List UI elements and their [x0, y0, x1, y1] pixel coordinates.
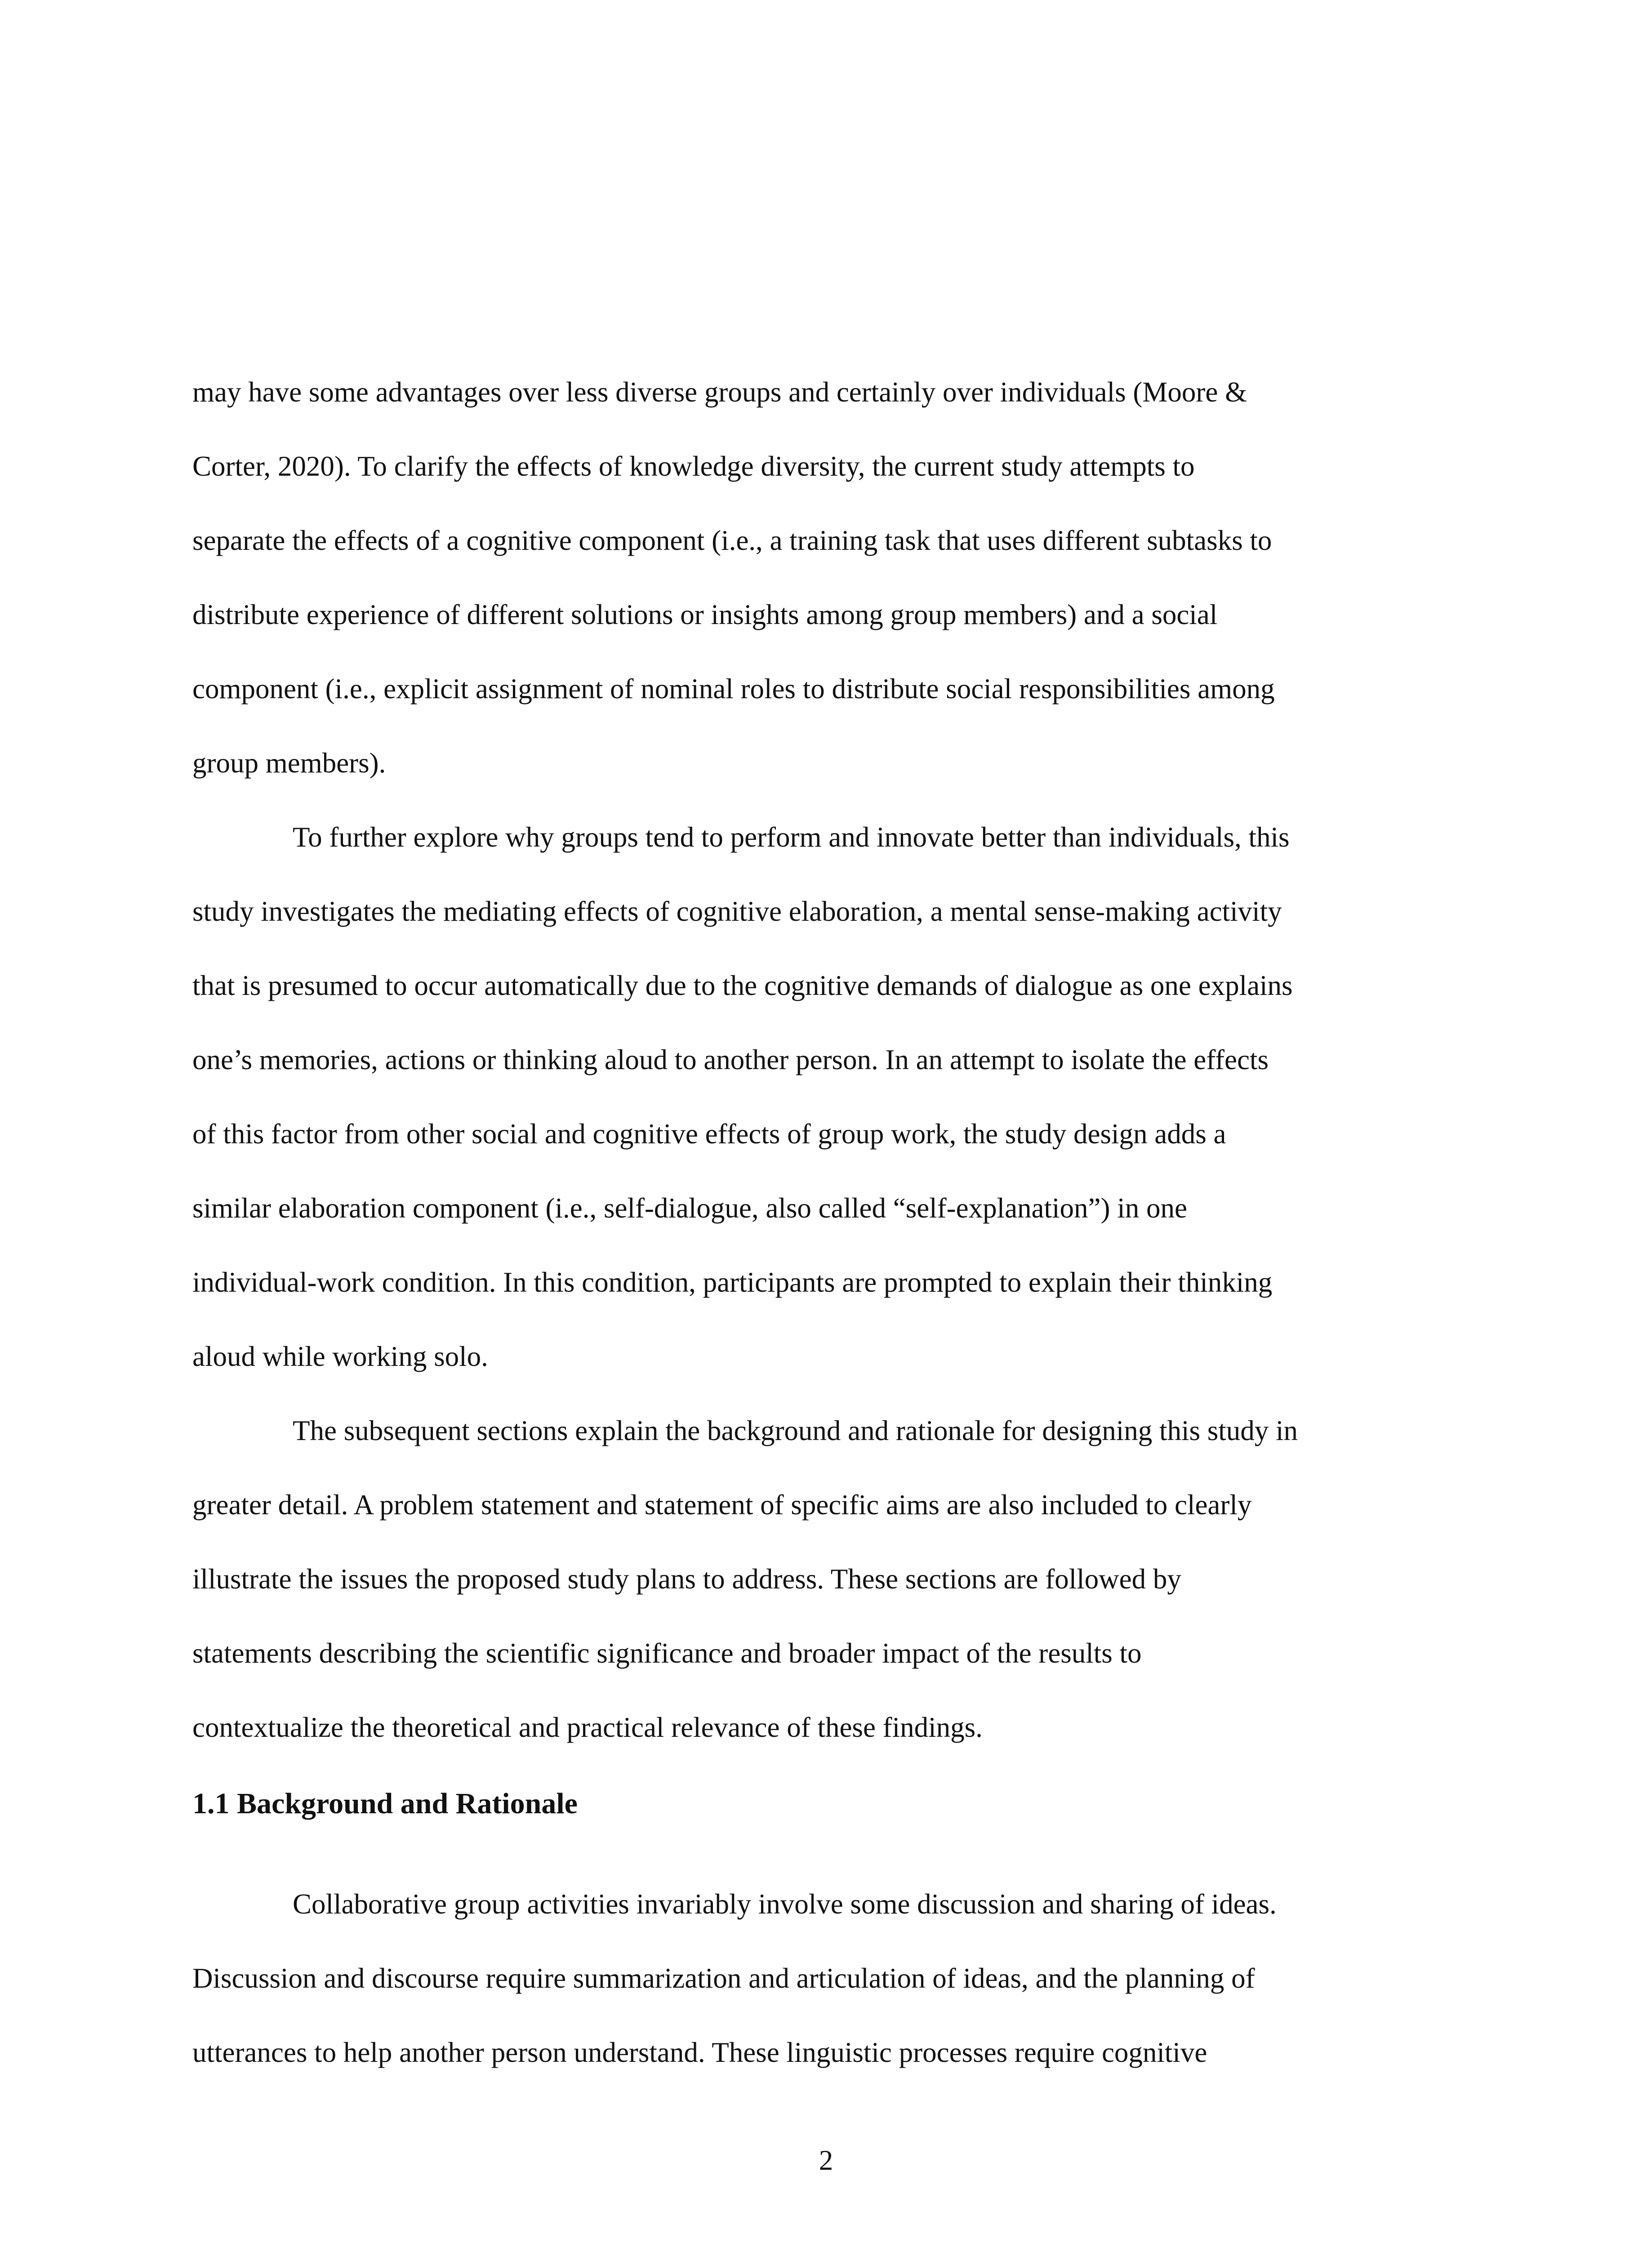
text-line: study investigates the mediating effects of cognitive elaboration, a mental sense-making activity: [192, 896, 1282, 927]
text-line: contextualize the theoretical and practical relevance of these findings.: [192, 1712, 983, 1743]
text-line: utterances to help another person understand. These linguistic processes require cognitive: [192, 2037, 1207, 2068]
text-line: distribute experience of different solutions or insights among group members) and a social: [192, 599, 1218, 630]
text-line: component (i.e., explicit assignment of nominal roles to distribute social responsibilities among: [192, 673, 1275, 705]
text-line: that is presumed to occur automatically due to the cognitive demands of dialogue as one explains: [192, 970, 1293, 1001]
text-line: of this factor from other social and cognitive effects of group work, the study design adds a: [192, 1118, 1226, 1150]
text-line: aloud while working solo.: [192, 1341, 488, 1372]
page-number: 2: [819, 2145, 833, 2176]
section-paragraph: [192, 1867, 1451, 2090]
page-body: [192, 355, 1451, 2090]
text-line: individual-work condition. In this condition, participants are prompted to explain their thinking: [192, 1267, 1273, 1298]
text-line: Collaborative group activities invariably involve some discussion and sharing of ideas.: [293, 1888, 1277, 1920]
text-line: greater detail. A problem statement and statement of specific aims are also included to clearly: [192, 1489, 1252, 1521]
text-line: separate the effects of a cognitive component (i.e., a training task that uses different subtasks to: [192, 525, 1272, 556]
text-line: illustrate the issues the proposed study plans to address. These sections are followed by: [192, 1563, 1181, 1595]
text-line: Corter, 2020). To clarify the effects of knowledge diversity, the current study attempts to: [192, 450, 1195, 482]
text-line: group members).: [192, 747, 386, 779]
text-line: statements describing the scientific significance and broader impact of the results to: [192, 1637, 1142, 1669]
section-heading: 1.1 Background and Rationale: [192, 1787, 578, 1820]
paragraph-3: [192, 1394, 1451, 1765]
paragraph-2: [192, 800, 1451, 1394]
text-line: similar elaboration component (i.e., self-dialogue, also called “self-explanation”) in one: [192, 1192, 1187, 1224]
text-line: one’s memories, actions or thinking aloud to another person. In an attempt to isolate the effects: [192, 1044, 1269, 1075]
text-line: Discussion and discourse require summarization and articulation of ideas, and the planning of: [192, 1963, 1255, 1994]
paragraph-1: [192, 355, 1451, 800]
text-line: may have some advantages over less diverse groups and certainly over individuals (Moore &: [192, 376, 1247, 408]
text-line: To further explore why groups tend to perform and innovate better than individuals, this: [293, 821, 1290, 853]
text-line: The subsequent sections explain the background and rationale for designing this study in: [293, 1415, 1298, 1446]
